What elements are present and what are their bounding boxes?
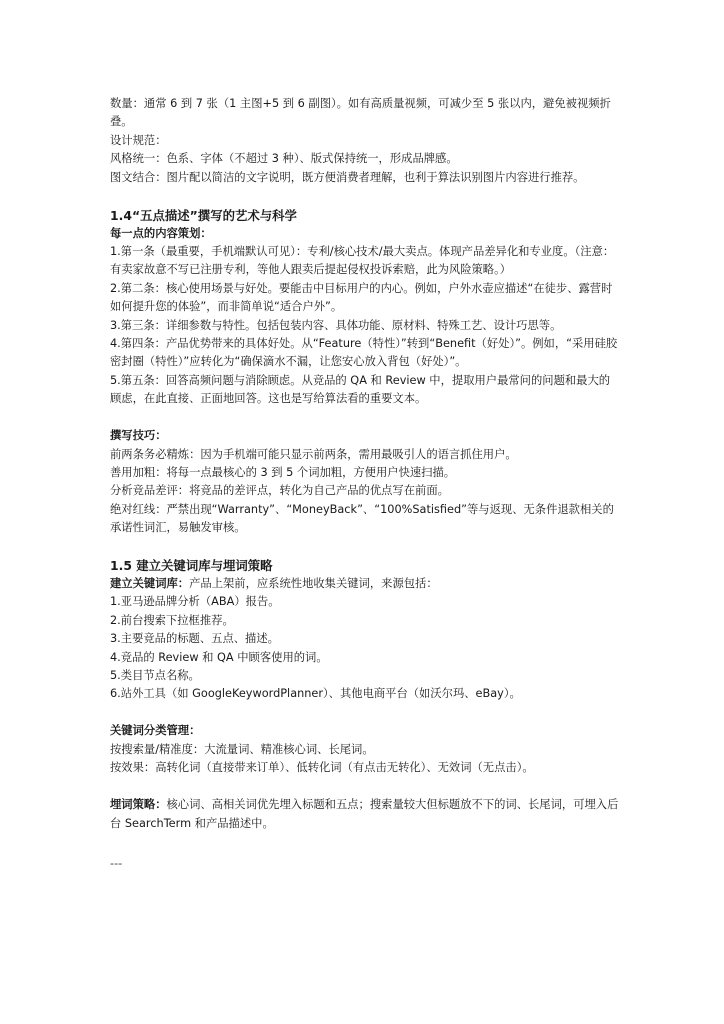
tip-item: 前两条务必精炼：因为手机端可能只显示前两条，需用最吸引人的语言抓住用户。 [110, 447, 517, 461]
source-item: 1.亚马逊品牌分析（ABA）报告。 [110, 595, 280, 609]
classification-item: 按搜索量/精准度：大流量词、精准核心词、长尾词。 [110, 742, 374, 756]
paragraph-build-keywords [110, 575, 620, 593]
subheading-writing-tips: 撰写技巧： [110, 429, 167, 443]
list-item: 5.第五条：回答高频问题与消除顾虑。从竞品的 QA 和 Review 中，提取用户最常问的问题和最大的顾虑，在此直接、正面地回答。这也是写给算法看的重要文本。 [110, 373, 611, 406]
list-item: 3.第三条：详细参数与特性。包括包装内容、具体功能、原材料、特殊工艺、设计巧思等。 [110, 318, 562, 332]
list-item: 2.第二条：核心使用场景与好处。要能击中目标用户的内心。例如，户外水壶应描述“在徒步、露营时如何提升您的体验”，而非简单说“适合户外”。 [110, 281, 613, 314]
list-item: 4.第四条：产品优势带来的具体好处。从“Feature（特性）”转到“Benefit（好处）”。例如，“采用硅胶密封圈（特性）”应转化为“确保滴水不漏，让您安心放入背包（好处）”。 [110, 336, 618, 369]
separator: --- [110, 856, 123, 870]
tip-item: 善用加粗：将每一点最核心的 3 到 5 个词加粗，方便用户快速扫描。 [110, 465, 456, 479]
bury-label: 埋词策略： [110, 798, 167, 812]
document-page [110, 95, 620, 873]
paragraph-image-text: 图文结合：图片配以简洁的文字说明，既方便消费者理解，也利于算法识别图片内容进行推荐。 [110, 170, 585, 184]
build-text: 产品上架前，应系统性地收集关键词，来源包括： [189, 577, 438, 591]
paragraph-bury-strategy [110, 796, 620, 833]
tip-item: 分析竞品差评：将竞品的差评点，转化为自己产品的优点写在前面。 [110, 484, 449, 498]
subheading-content-plan: 每一点的内容策划： [110, 226, 212, 240]
list-item: 1.第一条（最重要，手机端默认可见）：专利/核心技术/最大卖点。体现产品差异化和专业度。（注意：有卖家故意不写已注册专利，等他人跟卖后提起侵权投诉索赔，此为风险策略。） [110, 244, 615, 277]
paragraph-style-unity: 风格统一：色系、字体（不超过 3 种）、版式保持统一，形成品牌感。 [110, 152, 458, 166]
section-heading-1-4: 1.4“五点描述”撰写的艺术与科学 [110, 207, 297, 223]
source-item: 6.站外工具（如 GoogleKeywordPlanner）、其他电商平台（如沃尔玛、eBay）。 [110, 687, 521, 701]
paragraph-design-spec: 设计规范： [110, 133, 167, 147]
paragraph-image-count: 数量：通常 6 到 7 张（1 主图+5 到 6 副图）。如有高质量视频，可减少至 5 张以内，避免被视频折叠。 [110, 97, 611, 129]
source-item: 4.竞品的 Review 和 QA 中顾客使用的词。 [110, 650, 328, 664]
bury-text: 核心词、高相关词优先埋入标题和五点；搜索量较大但标题放不下的词、长尾词，可埋入后台 SearchTerm 和产品描述中。 [110, 798, 619, 830]
tip-item: 绝对红线：严禁出现“Warranty”、“MoneyBack”、“100%Satisfied”等与返现、无条件退款相关的承诺性词汇，易触发审核。 [110, 502, 614, 535]
section-heading-1-5: 1.5 建立关键词库与埋词策略 [110, 558, 273, 574]
source-item: 5.类目节点名称。 [110, 669, 200, 683]
source-item: 2.前台搜索下拉框推荐。 [110, 613, 234, 627]
source-item: 3.主要竞品的标题、五点、描述。 [110, 632, 279, 646]
subheading-keyword-classification: 关键词分类管理： [110, 724, 201, 738]
build-label: 建立关键词库： [110, 577, 190, 591]
classification-item: 按效果：高转化词（直接带来订单）、低转化词（有点击无转化）、无效词（无点击）。 [110, 761, 534, 775]
